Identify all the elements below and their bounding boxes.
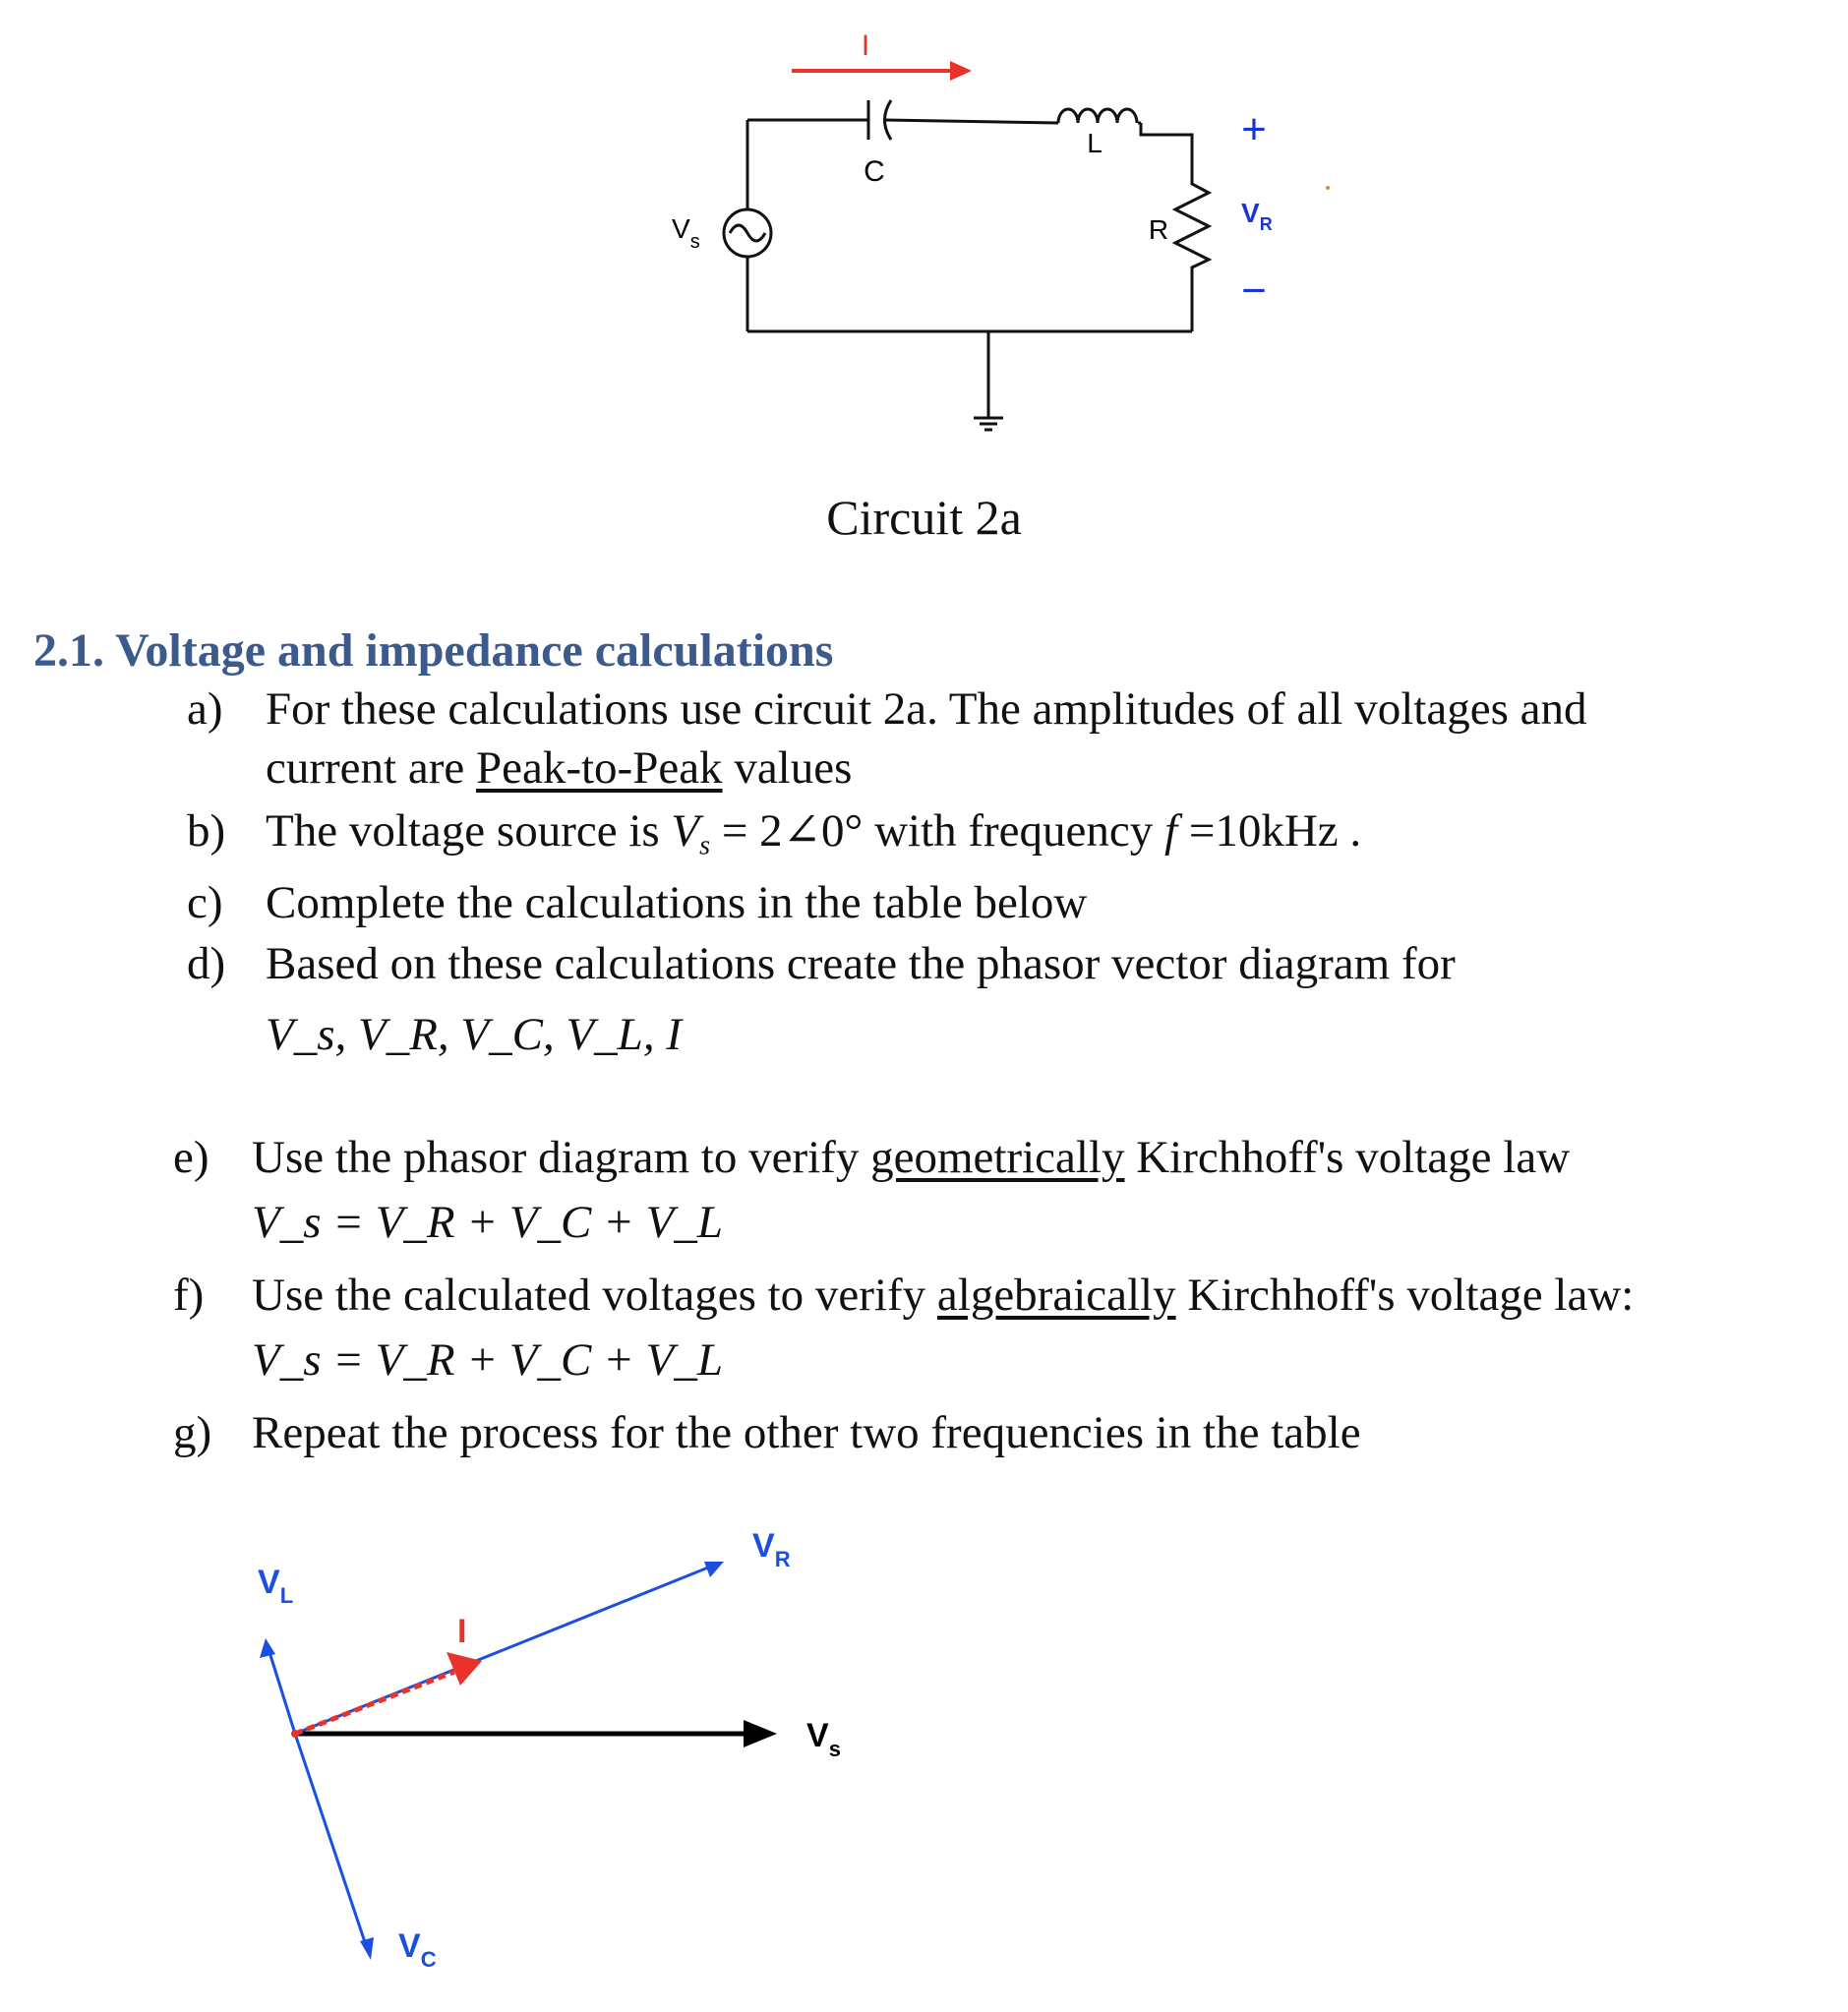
capacitor-label: C	[864, 155, 885, 188]
item-e-line1: Use the phasor diagram to verify geometrically Kirchhoff's voltage law	[252, 1132, 1571, 1183]
list-marker-b: b)	[187, 805, 226, 857]
phasor-origin	[291, 1730, 299, 1738]
i-phasor-label: I	[457, 1613, 467, 1650]
list-marker-e: e)	[173, 1132, 209, 1183]
vr-label: $V_R$	[1241, 198, 1273, 234]
figure-caption: Circuit 2a	[826, 490, 1022, 545]
current-arrow	[792, 61, 972, 81]
section-heading: 2.1. Voltage and impedance calculations	[33, 624, 834, 677]
ac-source-symbol	[724, 209, 771, 257]
list-marker-d: d)	[187, 938, 226, 989]
minus-sign: −	[1241, 266, 1267, 315]
circuit-wires	[747, 120, 1192, 418]
ground-symbol	[974, 418, 1003, 430]
stray-dot	[1326, 186, 1330, 190]
plus-sign: +	[1241, 105, 1267, 153]
list-marker-f: f)	[173, 1270, 205, 1321]
resistor-label: R	[1148, 214, 1169, 245]
vc-vector	[295, 1734, 374, 1960]
list-marker-g: g)	[173, 1407, 212, 1458]
list-marker-a: a)	[187, 683, 223, 735]
item-e-formula: V_s = V_R + V_C + V_L	[252, 1197, 723, 1248]
item-a-line2: current are Peak-to-Peak values	[266, 742, 853, 794]
item-c-text: Complete the calculations in the table below	[266, 877, 1088, 928]
resistor-symbol	[1175, 172, 1209, 275]
item-a-line1: For these calculations use circuit 2a. The amplitudes of all voltages and	[266, 683, 1587, 735]
geometrically-term: geometrically	[870, 1132, 1125, 1183]
item-f-line1: Use the calculated voltages to verify algebraically Kirchhoff's voltage law:	[252, 1270, 1635, 1321]
phasor-diagram	[0, 1495, 984, 1986]
inductor-symbol	[1058, 109, 1137, 123]
current-vector	[295, 1652, 482, 1734]
circuit-2a-diagram	[0, 0, 1848, 462]
inductor-label: L	[1087, 128, 1103, 158]
vc-phasor-label: $V_C$	[398, 1927, 437, 1972]
vs-vector	[295, 1720, 777, 1747]
vl-vector	[260, 1638, 295, 1734]
vs-phasor-label: $V_s$	[806, 1717, 841, 1761]
current-label: I	[861, 30, 870, 62]
algebraically-term: algebraically	[936, 1270, 1176, 1321]
item-d-formula: V_s, V_R, V_C, V_L, I	[266, 1009, 682, 1060]
item-g-text: Repeat the process for the other two frequencies in the table	[252, 1407, 1361, 1458]
source-label: $V_s$	[672, 213, 700, 253]
item-f-formula: V_s = V_R + V_C + V_L	[252, 1334, 723, 1386]
peak-to-peak-term: Peak-to-Peak	[475, 742, 723, 794]
item-d-line1: Based on these calculations create the phasor vector diagram for	[266, 938, 1456, 989]
vl-phasor-label: $V_L$	[258, 1564, 294, 1608]
item-b-text: The voltage source is $V_s$ = 2∠0° with frequency f =10kHz .	[266, 805, 1362, 861]
vr-phasor-label: $V_R$	[752, 1527, 791, 1571]
list-marker-c: c)	[187, 877, 223, 928]
